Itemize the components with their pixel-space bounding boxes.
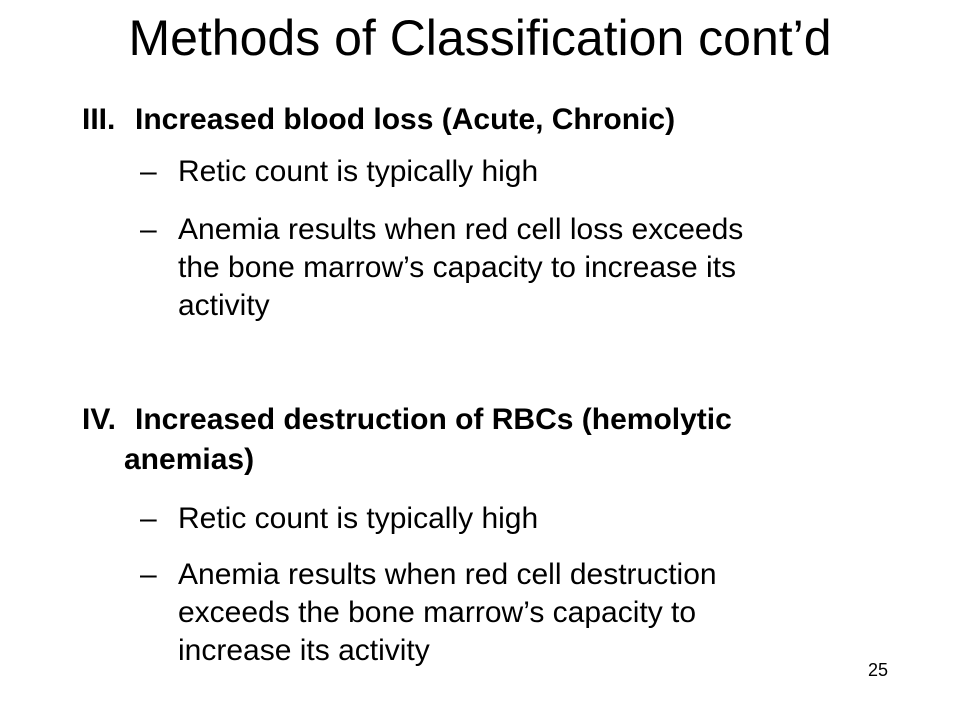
section-number: III.	[82, 103, 116, 136]
dash-marker: –	[140, 558, 157, 591]
section-heading-text: Increased destruction of RBCs (hemolytic	[135, 403, 732, 436]
page-number: 25	[868, 660, 889, 680]
section-heading-text: anemias)	[124, 443, 255, 476]
bullet-text: Retic count is typically high	[178, 155, 539, 188]
bullet-text: Anemia results when red cell destruction	[178, 558, 717, 591]
bullet-text: Anemia results when red cell loss exceeds	[178, 213, 744, 246]
section-heading-iii	[82, 100, 676, 140]
bullet-text: activity	[178, 289, 270, 322]
dash-marker: –	[140, 502, 157, 535]
section-number: IV.	[82, 403, 116, 436]
dash-marker: –	[140, 155, 157, 188]
bullet-text: exceeds the bone marrow’s capacity to	[178, 596, 697, 629]
bullet-text: the bone marrow’s capacity to increase its	[178, 251, 737, 284]
bullet-text: increase its activity	[178, 634, 430, 667]
dash-marker: –	[140, 213, 157, 246]
bullet-text: Retic count is typically high	[178, 502, 539, 535]
slide-title: Methods of Classification cont’d	[128, 10, 832, 66]
section-heading-text: Increased blood loss (Acute, Chronic)	[135, 103, 676, 136]
